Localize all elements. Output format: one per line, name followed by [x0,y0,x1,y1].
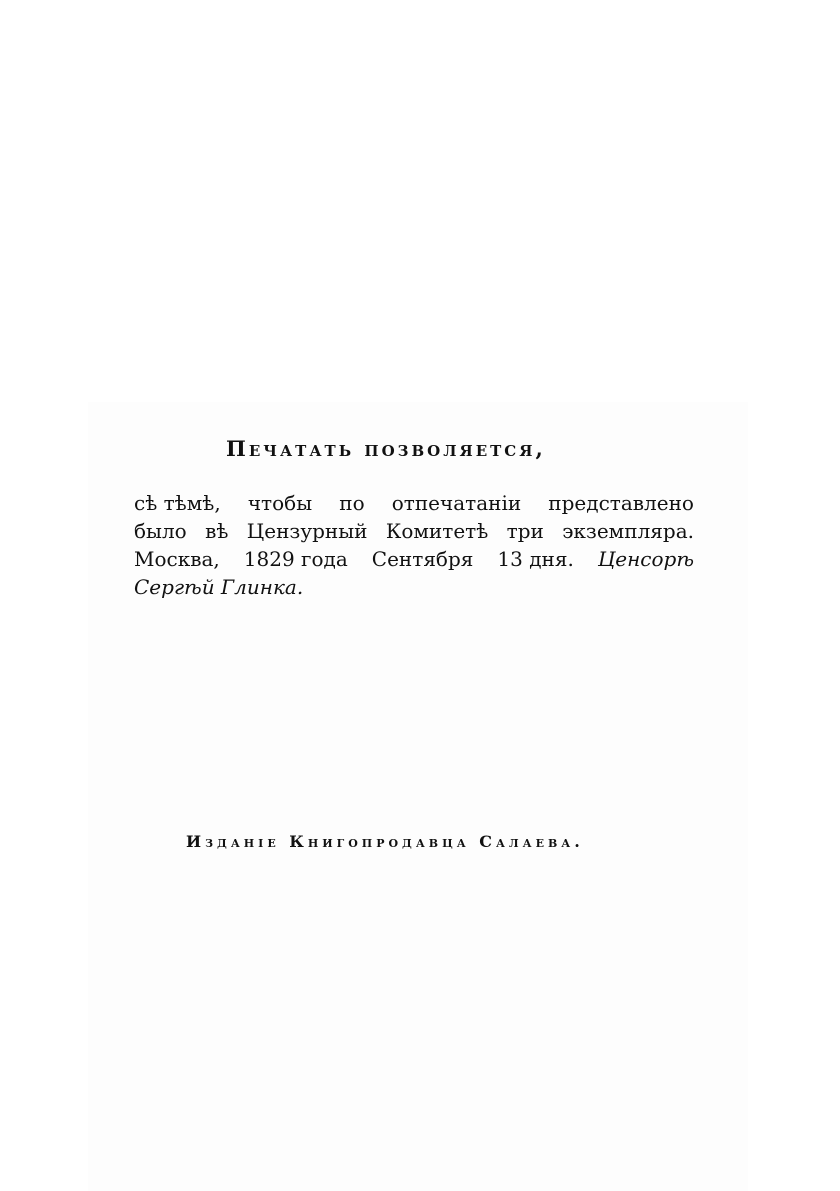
censor-name: Сергѣй Глинка. [134,575,304,599]
approval-word: три [506,519,544,543]
approval-word: Комитетѣ [385,519,489,543]
approval-line [134,573,694,601]
approval-line [134,545,694,573]
approval-word: вѣ [205,519,229,543]
approval-word: Москва, [134,547,220,571]
approval-word: Сентября [371,547,474,571]
approval-word: Цензурный [246,519,368,543]
approval-word: сѣ тѣмѣ, [134,491,221,515]
publisher-imprint: Изданіе Книгопродавца Салаева. [186,832,584,851]
approval-word: 13 дня. [497,547,574,571]
approval-word: экземпляра. [562,519,694,543]
approval-word: чтобы [247,491,313,515]
approval-word: 1829 года [243,547,348,571]
approval-line [134,517,694,545]
approval-line [134,489,694,517]
approval-word: представлено [548,491,694,515]
approval-word: было [134,519,187,543]
approval-word: отпечатаніи [391,491,522,515]
censor-title: Ценсорѣ [597,547,694,571]
approval-text [134,489,694,601]
approval-word: по [339,491,365,515]
approval-heading: Печатать позволяется, [226,436,546,461]
censor-approval [134,436,694,601]
